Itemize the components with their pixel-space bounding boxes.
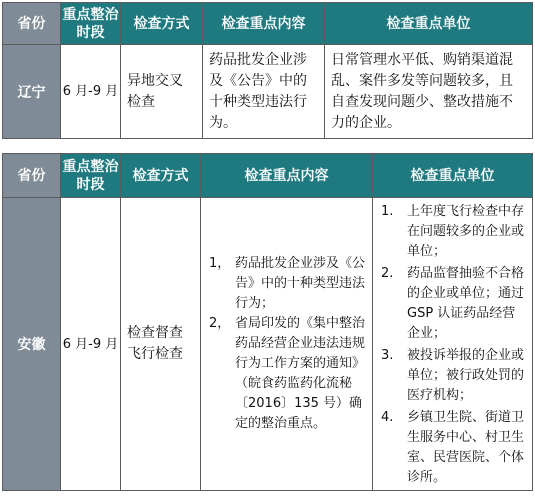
header-units: 检查重点单位 [373,154,533,198]
anhui-table [2,153,533,491]
method-cell: 检查督查飞行检查 [121,198,201,491]
period-cell: 6 月-9 月 [61,198,121,491]
item-number: 1， [209,256,231,271]
list-item [209,254,366,314]
units-cell: 日常管理水平低、购销渠道混乱、案件多发等问题较多，且自查发现问题少、整改措施不力的企业。 [325,45,533,139]
header-row [3,3,533,45]
item-number: 2， [209,316,231,331]
item-text: 省局印发的《集中整治药品经营企业违法违规行为工作方案的通知》（皖食药监药化流秘〔2016〕135 号）确定的整治重点。 [235,316,366,431]
units-cell [373,198,533,491]
header-content: 检查重点内容 [201,154,373,198]
item-text: 上年度飞行检查中存在问题较多的企业或单位； [407,204,525,259]
province-cell: 安徽 [3,198,61,491]
header-period: 重点整治时段 [61,154,121,198]
item-text: 乡镇卫生院、街道卫生服务中心、村卫生室、民营医院、个体诊所。 [407,410,525,485]
header-row [3,154,533,198]
header-period: 重点整治时段 [61,3,121,45]
header-units: 检查重点单位 [325,3,533,45]
province-cell: 辽宁 [3,45,61,139]
header-content: 检查重点内容 [203,3,325,45]
item-text: 药品监督抽验不合格的企业或单位；通过 GSP 认证药品经营企业； [407,266,525,341]
table-row [3,45,533,139]
item-number: 1. [381,204,394,219]
item-text: 被投诉举报的企业或单位；被行政处罚的医疗机构； [407,348,525,403]
header-method: 检查方式 [121,3,203,45]
header-province: 省份 [3,154,61,198]
units-list [381,202,528,488]
list-item [381,346,528,406]
period-cell: 6 月-9 月 [61,45,121,139]
content-cell: 药品批发企业涉及《公告》中的十种类型违法行为。 [203,45,325,139]
method-cell: 异地交叉检查 [121,45,203,139]
content-list [209,254,366,434]
item-number: 4. [381,410,394,425]
item-number: 3. [381,348,394,363]
list-item [381,408,528,488]
content-cell [201,198,373,491]
list-item [209,314,366,434]
list-item [381,202,528,262]
header-province: 省份 [3,3,61,45]
liaoning-table [2,2,533,139]
item-text: 药品批发企业涉及《公告》中的十种类型违法行为； [235,256,366,311]
header-method: 检查方式 [121,154,201,198]
list-item [381,264,528,344]
item-number: 2. [381,266,394,281]
table-row [3,198,533,491]
